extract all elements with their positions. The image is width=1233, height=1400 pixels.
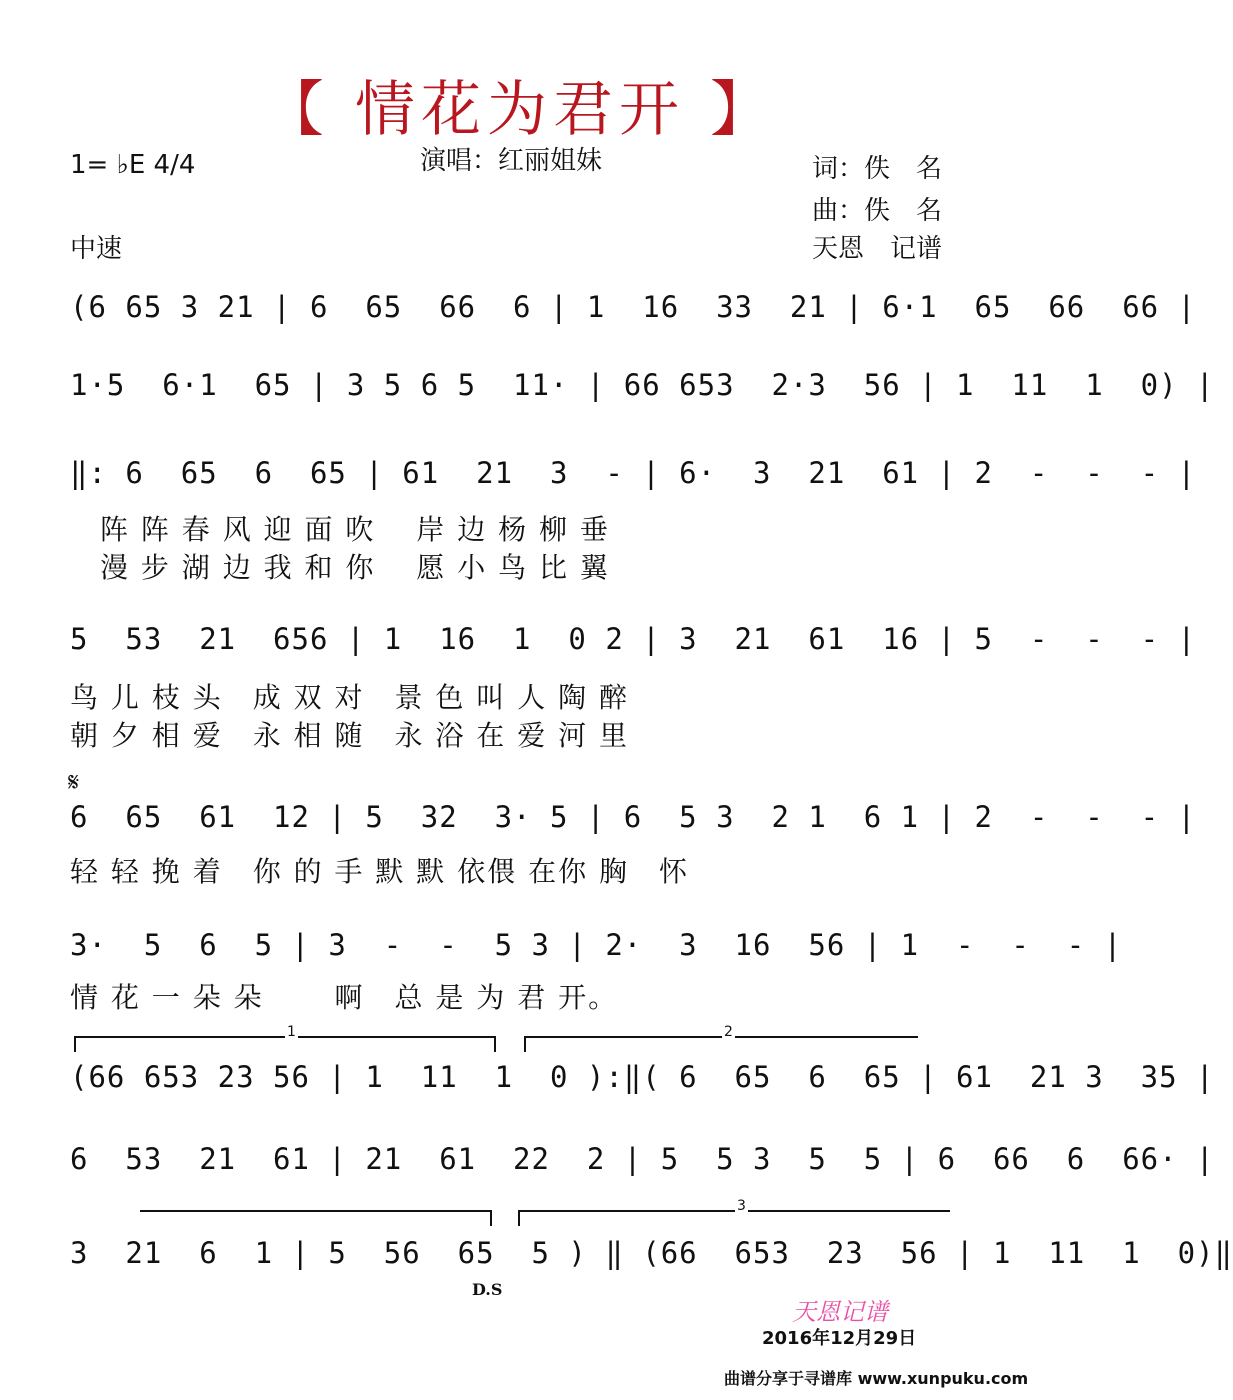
score-line-4: 5 53 21 656 | 1 16 1 0 2 | 3 21 61 16 | 5 - - - |	[70, 622, 1197, 656]
score-line-8: 6 53 21 61 | 21 61 22 2 | 5 5 3 5 5 | 6 66 6 66· |	[70, 1142, 1215, 1176]
score-line-2: 1·5 6·1 65 | 3 5 6 5 11· | 66 653 2·3 56 | 1 11 1 0) |	[70, 368, 1215, 402]
key-signature: 1= ♭E 4/4	[70, 150, 196, 180]
dal-segno-mark: D.S	[472, 1280, 503, 1299]
lyric-line-2: 漫 步 湖 边 我 和 你 愿 小 鸟 比 翼	[70, 551, 610, 584]
volta-bracket-end	[140, 1210, 492, 1226]
lyricist: 词：佚 名	[812, 154, 943, 184]
volta-bracket-1	[74, 1024, 496, 1052]
composer: 曲：佚 名	[812, 196, 943, 226]
volta-3-label: 3	[737, 1198, 746, 1214]
score-line-1: (6 65 3 21 | 6 65 66 6 | 1 16 33 21 | 6·1 65 66 66 |	[70, 290, 1197, 324]
date: 2016年12月29日	[762, 1328, 917, 1349]
volta-2-label: 2	[724, 1024, 733, 1040]
tempo: 中速	[70, 234, 123, 264]
volta-bracket-2	[524, 1024, 918, 1052]
lyric-line-5: 轻 轻 挽 着 你 的 手 默 默 依偎 在你 胸 怀	[70, 855, 690, 888]
score-line-9: 3 21 6 1 | 5 56 65 5 ) ‖ (66 653 23 56 | 1 11 1 0)‖	[70, 1236, 1233, 1270]
score-line-5: 6 65 61 12 | 5 32 3· 5 | 6 5 3 2 1 6 1 | 2 - - - |	[70, 800, 1197, 834]
singer: 演唱：红丽姐妹	[420, 146, 603, 176]
lyric-line-6: 情 花 一 朵 朵 啊 总 是 为 君 开。	[70, 981, 619, 1014]
transcriber-watermark: 天恩记谱	[792, 1298, 888, 1326]
volta-1-label: 1	[287, 1024, 296, 1040]
song-title: 【 情花为君开 】	[263, 75, 777, 145]
lyric-line-1: 阵 阵 春 风 迎 面 吹 岸 边 杨 柳 垂	[70, 513, 610, 546]
score-line-6: 3· 5 6 5 | 3 - - 5 3 | 2· 3 16 56 | 1 - - - |	[70, 928, 1123, 962]
transcriber: 天恩 记谱	[812, 234, 943, 264]
volta-bracket-3	[518, 1198, 950, 1226]
score-line-7: (66 653 23 56 | 1 11 1 0 ):‖( 6 65 6 65 | 61 21 3 35 |	[70, 1060, 1215, 1094]
segno-sign: 𝄋	[68, 768, 80, 798]
site-credit: 曲谱分享于寻谱库 www.xunpuku.com	[724, 1369, 1029, 1388]
lyric-line-4: 朝 夕 相 爱 永 相 随 永 浴 在 爱 河 里	[70, 719, 630, 752]
lyric-line-3: 鸟 儿 枝 头 成 双 对 景 色 叫 人 陶 醉	[70, 681, 630, 714]
score-line-3: ‖: 6 65 6 65 | 61 21 3 - | 6· 3 21 61 | 2 - - - |	[70, 456, 1197, 490]
